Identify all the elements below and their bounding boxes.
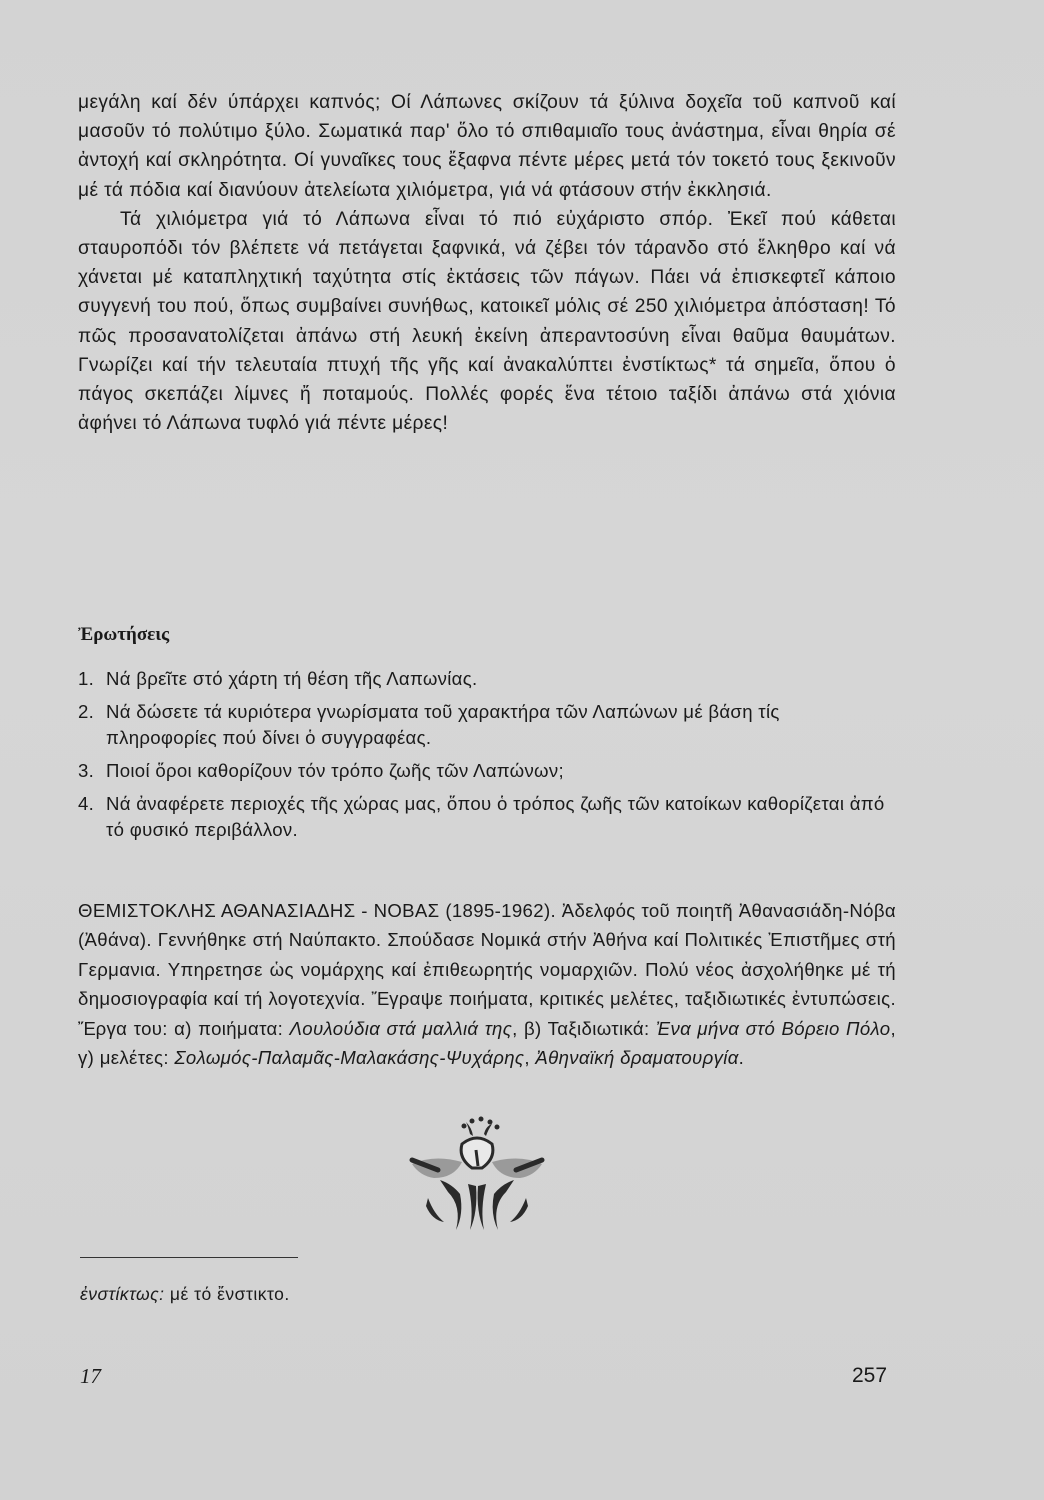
bio-works-separator: , bbox=[524, 1047, 530, 1069]
questions-title: Ἐρωτήσεις bbox=[78, 624, 170, 645]
bio-author-name: ΘΕΜΙΣΤΟΚΛΗΣ ΑΘΑΝΑΣΙΑΔΗΣ - ΝΟΒΑΣ bbox=[78, 900, 440, 921]
signature-mark: 17 bbox=[80, 1364, 101, 1388]
footnote-term: ἐνστίκτως: bbox=[80, 1284, 165, 1304]
question-number: 1. bbox=[78, 668, 95, 689]
question-number: 4. bbox=[78, 793, 95, 814]
footnote bbox=[80, 1284, 290, 1305]
bio-works-studies-label: , γ) μελέτες: bbox=[78, 1017, 897, 1069]
question-text: Νά ἀναφέρετε περιοχές τῆς χώρας μας, ὅπου ὁ τρόπος ζωῆς τῶν κατοίκων καθορίζεται ἀπό τό φυσικό περιβάλλον. bbox=[106, 793, 885, 840]
footnote-divider bbox=[80, 1257, 298, 1258]
decorative-ornament-icon bbox=[404, 1114, 550, 1238]
bio-works-travel-label: , β) Ταξιδιωτικά: bbox=[512, 1017, 650, 1039]
bio-text: Ἀδελφός τοῦ ποιητῆ Ἀθανασιάδη-Νόβα (Ἀθάνα). Γεννήθηκε στή Ναύπακτο. Σπούδασε Νομικά στήν Ἀθήνα καί Πολιτικές Ἐπιστῆμες στή Γερμανια. Υπηρετησε ὡς νομάρχης καί ἐπιθεωρητής νομαρχιῶν. Πολύ νέος ἀσχολήθηκε μέ τή δημοσιογραφία καί τή λογοτεχνία. Ἔγραψε ποιήματα, κριτικές μελέτες, ταξιδιωτικές ἐντυπώσεις. bbox=[78, 900, 897, 1010]
main-text bbox=[78, 88, 896, 438]
bio-end: . bbox=[738, 1047, 745, 1069]
question-item bbox=[78, 666, 896, 692]
author-bio bbox=[78, 896, 896, 1072]
question-text: Νά βρεῖτε στό χάρτη τή θέση τῆς Λαπωνίας. bbox=[106, 668, 478, 689]
question-text: Νά δώσετε τά κυριότερα γνωρίσματα τοῦ χαρακτήρα τῶν Λαπώνων μέ βάση τίς πληροφορίες πού δίνει ὁ συγγραφέας. bbox=[106, 701, 780, 748]
question-item bbox=[78, 791, 896, 843]
bio-years: (1895-1962). bbox=[445, 900, 556, 921]
question-text: Ποιοί ὅροι καθορίζουν τόν τρόπο ζωῆς τῶν Λαπώνων; bbox=[106, 760, 564, 781]
question-number: 2. bbox=[78, 701, 95, 722]
bio-work-study-1: Σολωμός-Παλαμᾶς-Μαλακάσης-Ψυχάρης bbox=[174, 1047, 525, 1069]
bio-work-study-2: Ἀθηναϊκή δραματουργία bbox=[535, 1047, 739, 1069]
paragraph-2: Τά χιλιόμετρα γιά τό Λάπωνα εἶναι τό πιό εὐχάριστο σπόρ. Ἐκεῖ πού κάθεται σταυροπόδι τόν βλέπετε νά πετάγεται ξαφνικά, νά ζέβει τόν τάρανδο στό ἕλκηθρο καί νά χάνεται μέ καταπληχτική ταχύτητα στίς ἐκτάσεις τῶν πάγων. Πάει νά ἐπισκεφτεῖ κάποιο συγγενή του πού, ὅπως συμβαίνει συνήθως, κατοικεῖ μόλις σέ 250 χιλιόμετρα ἀπόσταση! Τό πῶς προσανατολίζεται ἀπάνω στή λευκή ἐκείνη ἀπεραντοσύνη εἶναι θαῦμα θαυμάτων. Γνωρίζει καί τήν τελευταία πτυχή τῆς γῆς καί ἀνακαλύπτει ἐνστίκτως* τά σημεῖα, ὅπου ὁ πάγος σκεπάζει λίμνες ἤ ποταμούς. Πολλές φορές ἕνα τέτοιο ταξίδι ἀπάνω στά χιόνια ἀφήνει τό Λάπωνα τυφλό γιά πέντε μέρες! bbox=[78, 208, 896, 435]
questions-list bbox=[78, 666, 896, 850]
paragraph-1: μεγάλη καί δέν ύπάρχει καπνός; Οί Λάπωνες σκίζουν τά ξύλινα δοχεῖα τοῦ καπνοῦ καί μασοῦν τό πολύτιμο ξύλο. Σωματικά παρ' ὅλο τό σπιθαμιαῖο τους ἀνάστημα, εἶναι θηρία σέ ἀντοχή καί σκληρότητα. Οί γυναῖκες τους ἔξαφνα πέντε μέρες μετά τόν τοκετό τους ξεκινοῦν μέ τά πόδια καί διανύουν ἀτελείωτα χιλιόμετρα, γιά νά φτάσουν στήν ἐκκλησιά. bbox=[78, 92, 896, 201]
bio-work-travel: Ἐνα μήνα στό Βόρειο Πόλο bbox=[655, 1017, 891, 1039]
question-number: 3. bbox=[78, 760, 95, 781]
bio-works-label: Ἔργα του: α) ποιήματα: bbox=[78, 1017, 284, 1039]
footnote-definition: μέ τό ἔνστικτο. bbox=[169, 1284, 290, 1304]
question-item bbox=[78, 699, 896, 751]
question-item bbox=[78, 758, 896, 784]
bio-work-poems: Λουλούδια στά μαλλιά της bbox=[289, 1017, 513, 1039]
page-number: 257 bbox=[852, 1364, 888, 1387]
